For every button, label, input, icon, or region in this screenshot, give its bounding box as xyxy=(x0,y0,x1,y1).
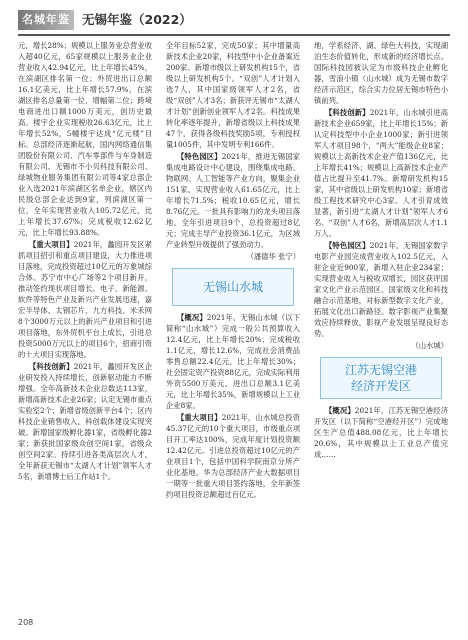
paragraph: 【科技创新】2021年，山水城引进高新技术企业659家，比上年增长15%；新认定科技型中小企业1000家；新引进领军人才项目98个，“两大”能级企业8家；规模以上高新技术企业产值136亿元，比上年增长41%；规模以上高新技术企业产值占比提升至41.7%。新增研发机构15家，其中省级以上研发机构10家；新增省级工程技术研究中心3家。人才引育成效显著，新引进“太湖人才计划”领军人才6名、“双创”人才6名，新增高层次人才1.1万人。 xyxy=(314,108,448,238)
keyword-heading: 【重大项目】 xyxy=(28,240,74,249)
keyword-heading: 【科技创新】 xyxy=(28,362,74,371)
paragraph: 【概况】2021年，江苏无锡空港经济开发区（以下简称“空港经开区”）完成地区生产总值488.08亿元，比上年增长20.6%，其中规模以上工业总产值完成…… xyxy=(314,406,448,459)
keyword-heading: 【概况】 xyxy=(324,406,355,415)
keyword-heading: 【特色园区】 xyxy=(176,152,222,161)
keyword-heading: 【概况】 xyxy=(176,313,207,322)
section-heading-line: 经济开发区 xyxy=(350,379,411,393)
page-header xyxy=(0,0,468,40)
yearbook-logo: 名城年鉴 xyxy=(18,10,74,30)
paragraph: 【科技创新】2021年，蠡园开发区企业研发投入持续增长，创新驱动能力不断增强。全年高新技术企业总数达113家，新增高新技术企业26家；认定无锡市重点实验室2个；新增省级创新平台4个；区内科技企业销售收入，科创载体建设实现突破。新增国家级孵化器1家，省级孵化器2家；新获批国家级众创空间1家，省级众创空间2家。持续引进各类高层次人才，全年新获无锡市“太湖人才计划”领军人才5名，新增博士后工作站1个。 xyxy=(18,362,152,481)
paragraph: 【重大项目】2021年，山水城总投资45.37亿元的10个重大项目，市级重点项目开工率达100%，完成年度计划投资额12.42亿元。引进总投资超过10亿元的产业项目1个，包括中国科学院南京分所产业化基地、华为总部经济产业大数据项目一期等一批重大项目签约落地，全年新签约项目投资总额超过百亿元。 xyxy=(166,413,300,499)
paragraph: 【特色园区】2021年，无锡国家数字电影产业园完成营业收入102.5亿元，入驻企业近900家，新增入驻企业234家；实现营业收入与税收双增长，园区获评国家文化产业示范园区、国家级文化和科技融合示范基地，对标新型数字文化产业，拓展文化出口新路径。数字影视产业集聚效应持续释放，影视产业发展呈现良好态势。 xyxy=(314,241,448,338)
author-signoff: （潘德华 张宁） xyxy=(246,252,300,261)
keyword-heading: 【重大项目】 xyxy=(176,413,222,422)
author-signoff: （山水城） xyxy=(411,341,448,350)
book-title: 无锡年鉴（2022） xyxy=(82,12,192,27)
keyword-heading: 【科技创新】 xyxy=(324,108,370,117)
paragraph: 【概况】2021年，无锡山水城（以下简称“山水城”）完成一般公共预算收入12.4亿元，比上年增长20%；完成税收1.1亿元，增长12.6%，完成社会消费品零售总额22.4亿元，比上年增长30%；社会固定资产投资88亿元，完成实际利用外资5500万美元，进出口总额3.1亿美元，比上年增长35%，新增规模以上工业企业8家。 xyxy=(166,313,300,410)
text-column-3 xyxy=(314,40,448,461)
section-heading-shanshuicheng: 无锡山水城 xyxy=(172,268,294,306)
keyword-heading: 【特色园区】 xyxy=(324,241,370,250)
page-number: 208 xyxy=(18,618,34,627)
paragraph: 【重大项目】2021年，蠡园开发区紧抓项目招引和重点项目建设，大力推进项目落地，完成投资超过10亿元的万象城综合体、苏宁市中心广场等2个项目新开，推动签约现状项目增长。电子、新能源、软件等特色产业及新兴产业发展迅速，嘉宏半导体、太钢芯片、九方科技、米禾网8个3000万元以上的新兴产业项目和引进项目落地，东外贸机平台上成长，引进总投资5000万元以上的项目6个，招商引资的十大项目实现落地。 xyxy=(18,240,152,359)
text-column-1 xyxy=(18,40,152,483)
section-heading-konggang xyxy=(320,357,442,399)
text-column-2 xyxy=(166,40,300,501)
paragraph: 【特色园区】2021年，推进无锡国家集成电路设计中心建设，围绕集成电路、物联网、人工智能等产业方向，聚集企业151家，实现营业收入61.65亿元，比上年增长71.5%；税收10.65亿元，增长8.76亿元。一批具有影响力的龙头项目落地，全年引进项目9个，总投资超过8亿元；完成主导产业投资36.1亿元，为区域产业转型升级提供了强劲动力。 xyxy=(166,152,300,249)
header-rule xyxy=(18,34,450,36)
paragraph: 全年目标52家，完成50家；其中增量高新技术企业20家，科技型中小企业备案近200家。新增市级以上研发机构15个，省级以上研发机构5个。“双创”人才计划入选7人，其中国家级领军人才2名，省级“双创”人才3名；新获评无锡市“太湖人才计划”创新创业领军人才2名。科技成果转化率逐年提升，新增省级以上科技成果47个，获得各级科技奖励5项，专利授权量1005件，其中发明专利166件。 xyxy=(166,41,300,149)
paragraph: 元，增长28%；规模以上服务业总营业收入超40亿元，65家规模以上服务业企业营业收入42.94亿元，比上年增长45%，在滨湖区排名第一位；外贸进出口总额16.1亿美元，比上年增长57.9%，在滨湖区排名总量第一位，增幅第二位；跨境电商进出口额1000万美元，创历史最高。楼宇企业实现税收26.63亿元，比上年增长52%，5幢楼宇达成“亿元楼”目标。总部经济逐渐起航，国内网络通信集团股份有限公司、汽车零部件与车身制造有限公司、无锡市不小贝科技有限公司、绿城物业服务集团有限公司等4家总部企业入选2021年滨湖区名单企业，辖区内民级总部企业达到9家，列滨湖区第一位，全年实现营业收入105.72亿元，比上年增长37.67%；完成税收12.62亿元，比上年增长93.88%。 xyxy=(18,41,152,237)
paragraph: 地，学系经济、湖、绿色大科技，实现湖泊生态价值转化，形成新的经济增长点。国际科技园被认定为市级科技企业孵化器，雪浪小镇（山水城）成为无锡市数字经济示范区，综合实力位居无锡市特色小镇前列。 xyxy=(314,41,448,105)
section-heading-line: 江苏无锡空港 xyxy=(344,363,417,377)
